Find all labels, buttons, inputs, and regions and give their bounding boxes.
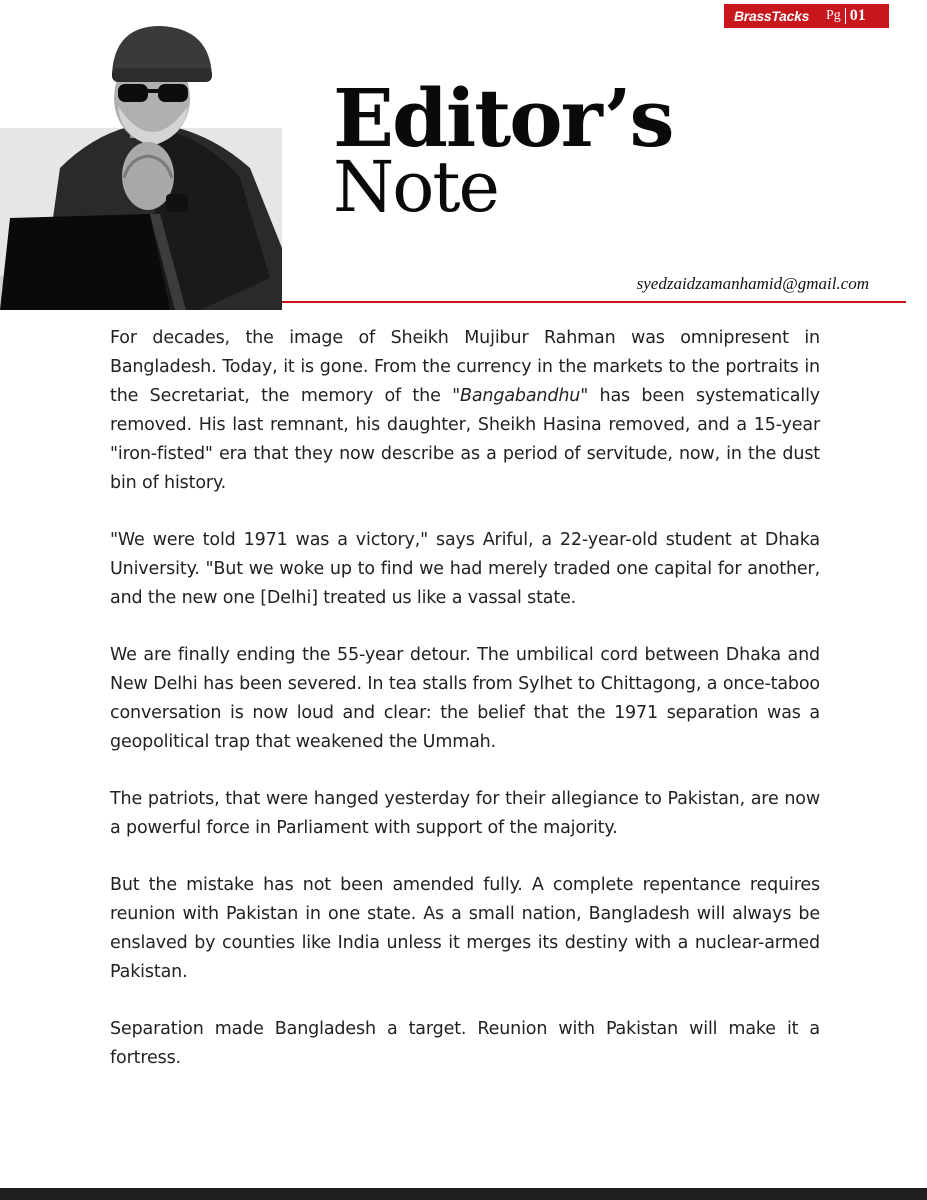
page-label: Pg <box>826 8 841 23</box>
paragraph-1-part-a: For decades, the image of Sheikh Mujibur Rahman was omnipresent in Bangladesh. Today, it is gone. From the currency in the markets to the portraits in the Secretariat, the memory of the " <box>110 328 820 406</box>
paragraph-2: "We were told 1971 was a victory," says Ariful, a 22-year-old student at Dhaka University. "But we woke up to find we had merely traded one capital for another, and the new one [Delhi] treated us like a vassal state. <box>110 530 820 608</box>
editor-portrait-image <box>0 18 282 310</box>
footer-bar <box>0 1188 927 1200</box>
page-title <box>333 71 673 228</box>
brand-logo: BrassTacks <box>734 8 810 24</box>
title-line-note: Note <box>333 146 498 228</box>
paragraph-6: Separation made Bangladesh a target. Reunion with Pakistan will make it a fortress. <box>110 1019 820 1068</box>
brand-badge <box>724 4 889 28</box>
paragraph-5: But the mistake has not been amended fully. A complete repentance requires reunion with Pakistan in one state. As a small nation, Bangladesh will always be enslaved by counties like India unless it merges its destiny with a nuclear-armed Pakistan. <box>110 875 820 982</box>
paragraph-1-emphasis: Bangabandhu <box>460 386 581 406</box>
header-rule <box>282 301 906 303</box>
page-number: 01 <box>849 7 866 24</box>
editor-photo <box>0 18 282 310</box>
paragraph-1-part-b: " has been systematically removed. His last remnant, his daughter, Sheikh Hasina removed, and a 15-year "iron-fisted" era that they now describe as a period of servitude, now, in the dust bin of history. <box>110 386 820 493</box>
paragraph-1 <box>110 324 820 498</box>
article-body <box>110 324 820 1101</box>
paragraph-3: We are finally ending the 55-year detour. The umbilical cord between Dhaka and New Delhi has been severed. In tea stalls from Sylhet to Chittagong, a once-taboo conversation is now loud and clear: the belief that the 1971 separation was a geopolitical trap that weakened the Ummah. <box>110 645 820 752</box>
contact-email: syedzaidzamanhamid@gmail.com <box>636 274 869 293</box>
page-divider <box>845 8 846 24</box>
title-line-editors: Editor’s <box>333 71 673 165</box>
paragraph-4: The patriots, that were hanged yesterday for their allegiance to Pakistan, are now a powerful force in Parliament with support of the majority. <box>110 789 820 838</box>
